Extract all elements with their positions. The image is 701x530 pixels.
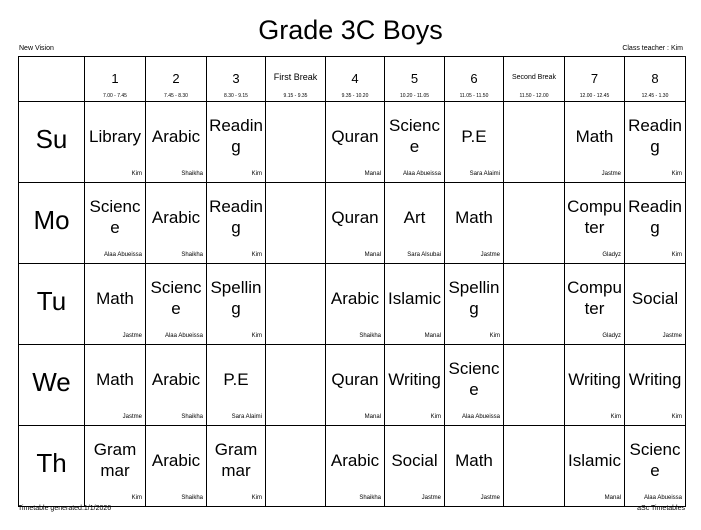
lesson-teacher: Jastme (421, 495, 441, 501)
lesson-cell (445, 345, 504, 426)
break-cell (504, 183, 565, 264)
lesson-cell (146, 102, 207, 183)
day-row (19, 345, 686, 426)
lesson-teacher: Gladyz (602, 252, 621, 258)
break-cell (266, 345, 326, 426)
lesson-subject: P.E (223, 369, 249, 389)
period-time: 10.20 - 11.05 (399, 93, 430, 99)
period-time: 8.30 - 9.15 (224, 93, 248, 99)
lesson-teacher: Sara Alaimi (469, 171, 500, 177)
lesson-teacher: Shaikha (359, 333, 381, 339)
lesson-teacher: Kim (251, 333, 262, 339)
period-time: 11.05 - 11.50 (459, 93, 489, 99)
lesson-cell (565, 102, 625, 183)
period-label: 8 (651, 71, 659, 86)
lesson-teacher: Jastme (122, 333, 142, 339)
day-cell (19, 264, 85, 345)
school-name: New Vision (19, 45, 54, 52)
lesson-subject: Writing (628, 369, 682, 389)
lesson-teacher: Manal (364, 252, 381, 258)
lesson-teacher: Shaikha (359, 495, 381, 501)
lesson-cell (326, 183, 385, 264)
lesson-teacher: Alaa Abueissa (164, 333, 203, 339)
lesson-cell (625, 102, 686, 183)
lesson-teacher: Manal (364, 414, 381, 420)
lesson-teacher: Kim (610, 414, 621, 420)
day-cell (19, 183, 85, 264)
lesson-subject: Math (96, 288, 134, 308)
period-label: 2 (172, 71, 180, 86)
lesson-cell (85, 102, 146, 183)
lesson-cell (565, 264, 625, 345)
generated-note: Timetable generated:1/1/2026 (18, 505, 112, 512)
lesson-subject: Science (89, 197, 141, 237)
lesson-subject: Islamic (388, 288, 441, 308)
lesson-teacher: Alaa Abueissa (643, 495, 682, 501)
lesson-subject: Science (448, 359, 500, 399)
lesson-teacher: Jastme (122, 414, 142, 420)
lesson-cell (625, 426, 686, 507)
period-time: 11.50 - 12.00 (519, 93, 549, 99)
lesson-subject: Social (391, 450, 438, 470)
day-cell (19, 426, 85, 507)
day-name: We (32, 367, 71, 397)
lesson-subject: Arabic (330, 288, 380, 308)
break-cell (266, 183, 326, 264)
lesson-teacher: Kim (251, 252, 262, 258)
lesson-cell (207, 264, 266, 345)
lesson-cell (207, 345, 266, 426)
lesson-teacher: Jastme (601, 171, 621, 177)
lesson-subject: Arabic (151, 126, 201, 146)
period-header (85, 57, 146, 102)
lesson-teacher: Sara Alaimi (231, 414, 262, 420)
lesson-cell (146, 345, 207, 426)
lesson-cell (385, 345, 445, 426)
lesson-subject: Reading (209, 197, 263, 237)
lesson-teacher: Alaa Abueissa (461, 414, 500, 420)
lesson-cell (385, 264, 445, 345)
lesson-teacher: Jastme (662, 333, 682, 339)
lesson-subject: Computer (567, 197, 622, 237)
lesson-subject: Math (96, 369, 134, 389)
period-header (565, 57, 625, 102)
lesson-teacher: Jastme (480, 252, 500, 258)
day-row (19, 102, 686, 183)
period-label: 5 (410, 71, 419, 86)
header-row (19, 57, 686, 102)
period-header (207, 57, 266, 102)
break-cell (266, 102, 326, 183)
lesson-teacher: Alaa Abueissa (402, 171, 441, 177)
lesson-cell (85, 345, 146, 426)
page-title: Grade 3C Boys (258, 15, 443, 45)
break-header (504, 57, 565, 102)
lesson-subject: Writing (568, 369, 621, 389)
period-header (445, 57, 504, 102)
lesson-cell (85, 264, 146, 345)
lesson-cell (326, 345, 385, 426)
lesson-teacher: Jastme (480, 495, 500, 501)
lesson-cell (326, 264, 385, 345)
lesson-cell (625, 264, 686, 345)
day-cell (19, 102, 85, 183)
period-header (625, 57, 686, 102)
lesson-teacher: Shaikha (181, 252, 203, 258)
lesson-subject: Computer (567, 278, 622, 318)
lesson-subject: Quran (331, 369, 379, 389)
lesson-cell (385, 183, 445, 264)
period-time: 7.00 - 7.45 (103, 93, 127, 99)
day-row (19, 264, 686, 345)
day-name: Mo (33, 205, 70, 235)
day-name: Th (36, 448, 67, 478)
timetable-body (19, 57, 686, 507)
day-row (19, 426, 686, 507)
lesson-cell (385, 426, 445, 507)
lesson-subject: Reading (209, 116, 263, 156)
software-credit: aSc Timetables (637, 505, 685, 512)
period-label: 4 (351, 71, 359, 86)
day-name: Su (35, 124, 68, 154)
break-cell (504, 102, 565, 183)
break-header (266, 57, 326, 102)
corner-cell (19, 57, 85, 102)
lesson-teacher: Kim (671, 252, 682, 258)
timetable-grid (18, 56, 686, 507)
lesson-subject: Reading (628, 197, 682, 237)
break-cell (504, 345, 565, 426)
lesson-cell (445, 102, 504, 183)
day-row (19, 183, 686, 264)
lesson-cell (207, 102, 266, 183)
lesson-subject: Science (629, 440, 681, 480)
lesson-teacher: Kim (430, 414, 441, 420)
period-label: 3 (232, 71, 240, 86)
lesson-subject: Arabic (151, 369, 201, 389)
lesson-subject: Grammar (93, 440, 137, 480)
period-time: 12.00 - 12.45 (579, 93, 610, 99)
period-header (146, 57, 207, 102)
break-cell (266, 264, 326, 345)
lesson-subject: Writing (388, 369, 441, 389)
lesson-cell (565, 345, 625, 426)
lesson-cell (565, 426, 625, 507)
lesson-teacher: Kim (671, 414, 682, 420)
lesson-subject: Spelling (210, 278, 262, 318)
lesson-subject: Grammar (214, 440, 258, 480)
lesson-cell (85, 426, 146, 507)
lesson-subject: Social (631, 288, 679, 308)
lesson-subject: Science (388, 116, 441, 156)
lesson-cell (625, 183, 686, 264)
lesson-cell (445, 426, 504, 507)
lesson-cell (445, 264, 504, 345)
lesson-subject: Science (150, 278, 202, 318)
class-teacher: Class teacher : Kim (622, 45, 683, 52)
lesson-subject: Math (455, 450, 493, 470)
lesson-teacher: Kim (131, 171, 142, 177)
lesson-teacher: Gladyz (602, 333, 621, 339)
lesson-teacher: Shaikha (181, 171, 203, 177)
lesson-cell (385, 102, 445, 183)
lesson-teacher: Kim (131, 495, 142, 501)
lesson-subject: Library (89, 126, 141, 146)
lesson-teacher: Alaa Abueissa (103, 252, 142, 258)
break-cell (504, 264, 565, 345)
period-label: 1 (111, 71, 119, 86)
lesson-teacher: Shaikha (181, 414, 203, 420)
day-cell (19, 345, 85, 426)
period-label: Second Break (512, 74, 556, 81)
lesson-subject: Art (403, 207, 426, 227)
lesson-subject: Math (455, 207, 493, 227)
lesson-cell (146, 264, 207, 345)
lesson-teacher: Manal (364, 171, 381, 177)
period-label: 7 (590, 71, 599, 86)
period-label: First Break (273, 72, 318, 82)
lesson-cell (326, 102, 385, 183)
lesson-subject: Math (575, 126, 614, 146)
lesson-cell (326, 426, 385, 507)
lesson-teacher: Manal (604, 495, 621, 501)
lesson-subject: Arabic (151, 450, 201, 470)
lesson-teacher: Sara Alsubai (407, 252, 441, 258)
lesson-subject: Quran (331, 126, 379, 146)
period-header (326, 57, 385, 102)
lesson-cell (565, 183, 625, 264)
lesson-cell (625, 345, 686, 426)
lesson-subject: P.E (461, 126, 487, 146)
day-name: Tu (36, 286, 67, 316)
lesson-cell (445, 183, 504, 264)
period-label: 6 (470, 71, 478, 86)
lesson-subject: Arabic (151, 207, 201, 227)
period-header (385, 57, 445, 102)
break-cell (504, 426, 565, 507)
lesson-cell (146, 426, 207, 507)
lesson-teacher: Manal (424, 333, 441, 339)
lesson-cell (146, 183, 207, 264)
break-cell (266, 426, 326, 507)
lesson-teacher: Kim (251, 171, 262, 177)
lesson-teacher: Kim (251, 495, 262, 501)
lesson-cell (207, 426, 266, 507)
lesson-teacher: Shaikha (181, 495, 203, 501)
lesson-subject: Quran (331, 207, 379, 227)
lesson-cell (85, 183, 146, 264)
period-time: 9.15 - 9.35 (283, 93, 308, 99)
period-time: 12.45 - 1.30 (641, 93, 669, 99)
lesson-subject: Spelling (448, 278, 500, 318)
lesson-teacher: Kim (671, 171, 682, 177)
lesson-teacher: Kim (489, 333, 500, 339)
lesson-subject: Islamic (568, 450, 621, 470)
lesson-cell (207, 183, 266, 264)
lesson-subject: Reading (628, 116, 682, 156)
lesson-subject: Arabic (330, 450, 380, 470)
period-time: 9.35 - 10.20 (341, 93, 369, 99)
period-time: 7.45 - 8.30 (164, 93, 188, 99)
